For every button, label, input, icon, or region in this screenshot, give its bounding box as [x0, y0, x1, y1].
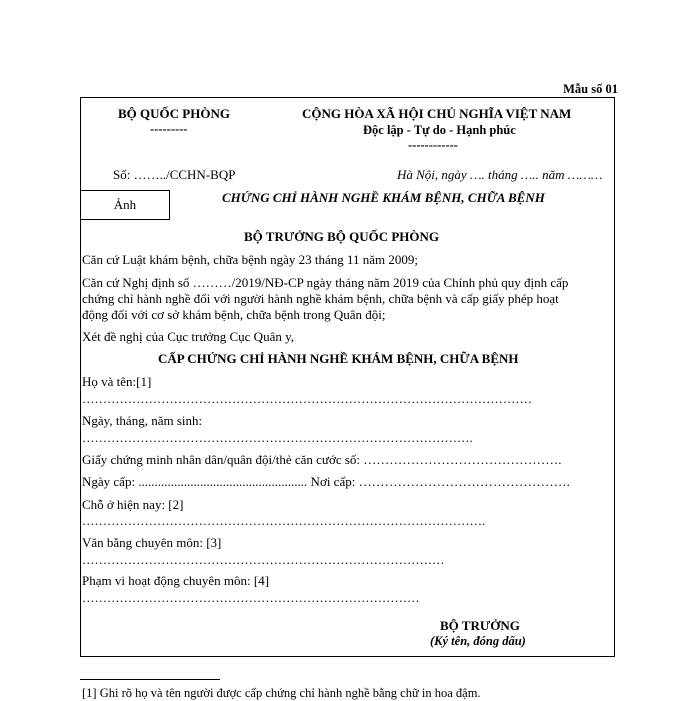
issue-date-place-line: Ngày cấp: .................................................... Nơi cấp: …………………………………………. — [82, 474, 570, 489]
motto-rule: ------------ — [408, 138, 458, 152]
name-label: Họ và tên:[1] — [82, 374, 152, 389]
footnote: [1] Ghi rõ họ và tên người được cấp chứng chỉ hành nghề bằng chữ in hoa đậm. — [82, 686, 481, 700]
certificate-title: CHỨNG CHỈ HÀNH NGHỀ KHÁM BỆNH, CHỮA BỆNH — [222, 190, 545, 205]
qualification-label: Văn bằng chuyên môn: [3] — [82, 535, 222, 550]
basis-proposal: Xét đề nghị của Cục trưởng Cục Quân y, — [82, 329, 294, 344]
footnote-rule — [80, 679, 220, 680]
name-dots: ……………………………………………………………………………………………… — [82, 392, 532, 406]
ministry-rule: --------- — [150, 122, 188, 136]
form-number: Mẫu số 01 — [563, 82, 618, 96]
grant-heading: CẤP CHỨNG CHỈ HÀNH NGHỀ KHÁM BỆNH, CHỮA BỆNH — [158, 351, 519, 366]
photo-label: Ảnh — [113, 197, 137, 212]
scope-label: Phạm vi hoạt động chuyên môn: [4] — [82, 573, 270, 588]
basis-decree-line1: Căn cứ Nghị định số ………/2019/NĐ-CP ngày tháng năm 2019 của Chính phủ quy định cấp — [82, 275, 569, 290]
photo-box — [80, 190, 170, 220]
basis-law: Căn cứ Luật khám bệnh, chữa bệnh ngày 23 tháng 11 năm 2009; — [82, 252, 419, 267]
qualification-dots: …………………………………………………………………………… — [82, 553, 445, 567]
basis-decree-line2: chứng chỉ hành nghề đối với người hành nghề khám bệnh, chữa bệnh và cấp giấy phép hoạt — [82, 291, 559, 306]
document-number: Số: ……../CCHN-BQP — [113, 167, 236, 182]
place-date: Hà Nội, ngày …. tháng ….. năm ……… — [397, 167, 603, 182]
ministry-name: BỘ QUỐC PHÒNG — [118, 106, 230, 121]
basis-decree-line3: động đối với cơ sở khám bệnh, chữa bệnh trong Quân đội; — [82, 307, 386, 322]
republic-name: CỘNG HÒA XÃ HỘI CHỦ NGHĨA VIỆT NAM — [302, 106, 572, 121]
dob-dots: …………………………………………………………………………………. — [82, 431, 473, 445]
id-number-line: Giấy chứng minh nhân dân/quân đội/thẻ căn cước số: ………………………………………. — [82, 452, 562, 467]
scope-dots: ……………………………………………………………………… — [82, 591, 420, 605]
national-motto: Độc lập - Tự do - Hạnh phúc — [363, 123, 516, 137]
residence-label: Chỗ ở hiện nay: [2] — [82, 497, 184, 512]
residence-dots: ……………………………………………………………………………………. — [82, 514, 486, 528]
signature-note: (Ký tên, đóng dấu) — [430, 634, 526, 648]
minister-heading: BỘ TRƯỞNG BỘ QUỐC PHÒNG — [244, 229, 440, 244]
signature-title: BỘ TRƯỞNG — [440, 618, 520, 633]
dob-label: Ngày, tháng, năm sinh: — [82, 413, 203, 428]
